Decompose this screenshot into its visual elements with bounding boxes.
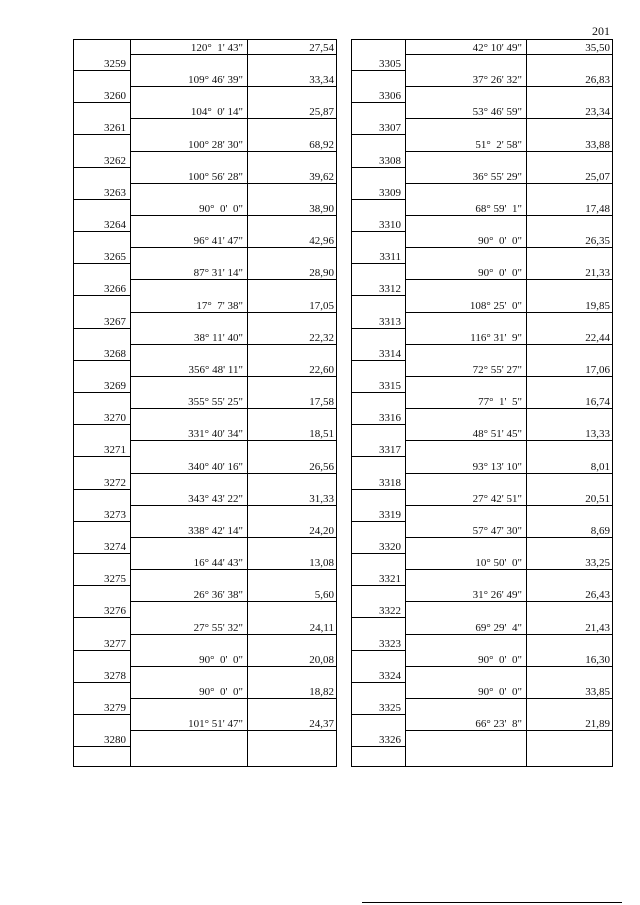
value-row-line <box>405 634 612 635</box>
value-row-line <box>130 183 336 184</box>
value-row-line <box>130 666 336 667</box>
value-row-line <box>405 312 612 313</box>
bearing-angle: 100° 56' 28" <box>188 171 243 183</box>
distance-value: 26,56 <box>309 461 334 473</box>
distance-value: 8,69 <box>590 525 610 537</box>
point-id: 3266 <box>104 283 126 295</box>
value-row-line <box>405 151 612 152</box>
value-row-line <box>405 440 612 441</box>
point-id: 3325 <box>379 702 401 714</box>
point-id: 3270 <box>104 412 126 424</box>
bearing-angle: 77° 1' 5" <box>478 396 522 408</box>
page-number: 201 <box>592 24 610 38</box>
point-id: 3278 <box>104 670 126 682</box>
id-row-line <box>352 167 405 168</box>
point-id: 3279 <box>104 702 126 714</box>
point-id: 3280 <box>104 734 126 746</box>
distance-value: 24,37 <box>309 718 334 730</box>
value-row-line <box>130 279 336 280</box>
distance-value: 22,44 <box>585 332 610 344</box>
point-id: 3320 <box>379 541 401 553</box>
point-id: 3273 <box>104 509 126 521</box>
point-id: 3265 <box>104 251 126 263</box>
point-id: 3272 <box>104 477 126 489</box>
distance-value: 33,34 <box>309 74 334 86</box>
bearing-angle: 109° 46' 39" <box>188 74 243 86</box>
value-row-line <box>130 86 336 87</box>
distance-value: 18,51 <box>309 428 334 440</box>
bearing-angle: 108° 25' 0" <box>469 300 522 312</box>
id-row-line <box>74 553 130 554</box>
distance-value: 21,89 <box>585 718 610 730</box>
id-row-line <box>74 199 130 200</box>
value-row-line <box>130 344 336 345</box>
point-id: 3310 <box>379 219 401 231</box>
distance-value: 13,33 <box>585 428 610 440</box>
point-id: 3314 <box>379 348 401 360</box>
bearing-angle: 31° 26' 49" <box>472 589 522 601</box>
id-row-line <box>352 295 405 296</box>
value-row-line <box>130 312 336 313</box>
point-id: 3306 <box>379 90 401 102</box>
id-row-line <box>74 424 130 425</box>
point-id: 3276 <box>104 605 126 617</box>
bearing-angle: 90° 0' 0" <box>478 686 522 698</box>
value-row-line <box>405 118 612 119</box>
bearing-angle: 90° 0' 0" <box>478 235 522 247</box>
distance-value: 17,58 <box>309 396 334 408</box>
distance-value: 39,62 <box>309 171 334 183</box>
value-row-line <box>405 183 612 184</box>
bearing-angle: 93° 13' 10" <box>472 461 522 473</box>
point-id: 3311 <box>379 251 401 263</box>
point-id: 3269 <box>104 380 126 392</box>
bearing-angle: 10° 50' 0" <box>475 557 522 569</box>
distance-value: 21,43 <box>585 622 610 634</box>
point-id: 3322 <box>379 605 401 617</box>
point-id: 3275 <box>104 573 126 585</box>
distance-value: 24,20 <box>309 525 334 537</box>
value-row-line <box>405 54 612 55</box>
distance-value: 26,43 <box>585 589 610 601</box>
bearing-angle: 57° 47' 30" <box>472 525 522 537</box>
id-row-line <box>352 456 405 457</box>
distance-value: 16,30 <box>585 654 610 666</box>
point-id: 3318 <box>379 477 401 489</box>
point-id: 3315 <box>379 380 401 392</box>
bearing-angle: 356° 48' 11" <box>188 364 243 376</box>
distance-value: 33,88 <box>585 139 610 151</box>
point-id: 3321 <box>379 573 401 585</box>
distance-value: 20,08 <box>309 654 334 666</box>
value-row-line <box>405 666 612 667</box>
value-row-line <box>405 473 612 474</box>
point-id: 3267 <box>104 316 126 328</box>
id-row-line <box>74 392 130 393</box>
distance-value: 13,08 <box>309 557 334 569</box>
distance-value: 16,74 <box>585 396 610 408</box>
point-id: 3324 <box>379 670 401 682</box>
value-row-line <box>405 247 612 248</box>
id-row-line <box>74 134 130 135</box>
point-id: 3271 <box>104 444 126 456</box>
distance-value: 23,34 <box>585 106 610 118</box>
distance-value: 18,82 <box>309 686 334 698</box>
distance-value: 5,60 <box>314 589 334 601</box>
bearing-angle: 27° 55' 32" <box>193 622 243 634</box>
id-row-line <box>74 295 130 296</box>
bearing-angle: 343° 43' 22" <box>188 493 243 505</box>
id-row-line <box>352 650 405 651</box>
distance-value: 26,83 <box>585 74 610 86</box>
bearing-angle: 16° 44' 43" <box>193 557 243 569</box>
bearing-angle: 53° 46' 59" <box>472 106 522 118</box>
bearing-angle: 42° 10' 49" <box>472 42 522 54</box>
bearing-angle: 120° 1' 43" <box>190 42 243 54</box>
id-row-line <box>352 134 405 135</box>
bearing-angle: 90° 0' 0" <box>199 654 243 666</box>
distance-value: 24,11 <box>309 622 334 634</box>
id-row-line <box>352 714 405 715</box>
value-row-line <box>130 440 336 441</box>
point-id: 3264 <box>104 219 126 231</box>
point-id: 3261 <box>104 122 126 134</box>
point-id: 3277 <box>104 638 126 650</box>
value-row-line <box>130 247 336 248</box>
id-row-line <box>352 328 405 329</box>
id-row-line <box>74 521 130 522</box>
value-row-line <box>405 537 612 538</box>
bearing-angle: 90° 0' 0" <box>199 203 243 215</box>
id-row-line <box>352 617 405 618</box>
value-row-line <box>130 151 336 152</box>
point-id: 3262 <box>104 155 126 167</box>
value-row-line <box>130 408 336 409</box>
point-id: 3308 <box>379 155 401 167</box>
value-row-line <box>405 730 612 731</box>
point-id: 3305 <box>379 58 401 70</box>
distance-value: 68,92 <box>309 139 334 151</box>
distance-value: 20,51 <box>585 493 610 505</box>
distance-value: 25,87 <box>309 106 334 118</box>
value-row-line <box>405 215 612 216</box>
bearing-angle: 27° 42' 51" <box>472 493 522 505</box>
id-row-line <box>352 360 405 361</box>
distance-value: 33,85 <box>585 686 610 698</box>
bearing-angle: 100° 28' 30" <box>188 139 243 151</box>
value-row-line <box>130 698 336 699</box>
distance-value: 27,54 <box>309 42 334 54</box>
point-id: 3312 <box>379 283 401 295</box>
value-row-line <box>130 730 336 731</box>
distance-value: 28,90 <box>309 267 334 279</box>
point-id: 3268 <box>104 348 126 360</box>
id-row-line <box>74 231 130 232</box>
bearing-angle: 69° 29' 4" <box>475 622 522 634</box>
bearing-angle: 36° 55' 29" <box>472 171 522 183</box>
id-row-line <box>352 585 405 586</box>
id-row-line <box>74 682 130 683</box>
id-row-line <box>352 70 405 71</box>
bearing-angle: 90° 0' 0" <box>478 267 522 279</box>
id-row-line <box>74 617 130 618</box>
value-row-line <box>130 215 336 216</box>
distance-value: 26,35 <box>585 235 610 247</box>
distance-value: 35,50 <box>585 42 610 54</box>
bearing-angle: 338° 42' 14" <box>188 525 243 537</box>
bearing-angle: 68° 59' 1" <box>475 203 522 215</box>
value-row-line <box>405 344 612 345</box>
distance-value: 8,01 <box>590 461 610 473</box>
distance-value: 21,33 <box>585 267 610 279</box>
value-row-line <box>405 279 612 280</box>
bearing-angle: 37° 26' 32" <box>472 74 522 86</box>
id-row-line <box>74 585 130 586</box>
id-row-line <box>352 521 405 522</box>
distance-value: 17,06 <box>585 364 610 376</box>
id-row-line <box>352 682 405 683</box>
left-coordinate-table <box>73 39 337 767</box>
bearing-angle: 66° 23' 8" <box>475 718 522 730</box>
value-row-line <box>130 601 336 602</box>
value-row-line <box>405 86 612 87</box>
distance-value: 31,33 <box>309 493 334 505</box>
footer-rule <box>362 902 622 903</box>
id-row-line <box>74 456 130 457</box>
distance-value: 42,96 <box>309 235 334 247</box>
bearing-angle: 90° 0' 0" <box>478 654 522 666</box>
bearing-angle: 355° 55' 25" <box>188 396 243 408</box>
id-row-line <box>352 199 405 200</box>
bearing-angle: 87° 31' 14" <box>193 267 243 279</box>
point-id: 3263 <box>104 187 126 199</box>
value-row-line <box>405 569 612 570</box>
id-row-line <box>352 102 405 103</box>
value-row-line <box>130 376 336 377</box>
distance-value: 22,60 <box>309 364 334 376</box>
value-row-line <box>130 569 336 570</box>
distance-value: 19,85 <box>585 300 610 312</box>
bearing-angle: 38° 11' 40" <box>194 332 243 344</box>
bearing-angle: 17° 7' 38" <box>196 300 243 312</box>
value-row-line <box>405 408 612 409</box>
id-row-line <box>352 392 405 393</box>
id-row-line <box>352 553 405 554</box>
point-id: 3319 <box>379 509 401 521</box>
bearing-angle: 90° 0' 0" <box>199 686 243 698</box>
point-id: 3309 <box>379 187 401 199</box>
value-row-line <box>130 118 336 119</box>
point-id: 3274 <box>104 541 126 553</box>
bearing-angle: 26° 36' 38" <box>193 589 243 601</box>
point-id: 3260 <box>104 90 126 102</box>
value-row-line <box>405 505 612 506</box>
id-row-line <box>352 263 405 264</box>
right-coordinate-table <box>351 39 613 767</box>
id-row-line <box>74 263 130 264</box>
bearing-angle: 331° 40' 34" <box>188 428 243 440</box>
id-row-line <box>74 746 130 747</box>
value-row-line <box>130 505 336 506</box>
id-row-line <box>74 70 130 71</box>
distance-value: 38,90 <box>309 203 334 215</box>
bearing-angle: 51° 2' 58" <box>475 139 522 151</box>
value-row-line <box>405 601 612 602</box>
id-row-line <box>352 231 405 232</box>
id-row-line <box>352 424 405 425</box>
bearing-angle: 48° 51' 45" <box>472 428 522 440</box>
point-id: 3313 <box>379 316 401 328</box>
value-row-line <box>130 54 336 55</box>
distance-value: 22,32 <box>309 332 334 344</box>
id-row-line <box>352 489 405 490</box>
bearing-angle: 101° 51' 47" <box>188 718 243 730</box>
value-row-line <box>130 537 336 538</box>
value-row-line <box>405 698 612 699</box>
distance-value: 17,05 <box>309 300 334 312</box>
id-row-line <box>74 360 130 361</box>
point-id: 3307 <box>379 122 401 134</box>
point-id: 3316 <box>379 412 401 424</box>
distance-value: 33,25 <box>585 557 610 569</box>
distance-value: 17,48 <box>585 203 610 215</box>
bearing-angle: 340° 40' 16" <box>188 461 243 473</box>
value-row-line <box>130 473 336 474</box>
id-row-line <box>74 714 130 715</box>
value-row-line <box>130 634 336 635</box>
value-row-line <box>405 376 612 377</box>
distance-value: 25,07 <box>585 171 610 183</box>
id-row-line <box>352 746 405 747</box>
point-id: 3317 <box>379 444 401 456</box>
bearing-angle: 116° 31' 9" <box>470 332 522 344</box>
id-row-line <box>74 650 130 651</box>
id-row-line <box>74 328 130 329</box>
bearing-angle: 72° 55' 27" <box>472 364 522 376</box>
id-row-line <box>74 489 130 490</box>
id-row-line <box>74 167 130 168</box>
bearing-angle: 104° 0' 14" <box>190 106 243 118</box>
id-row-line <box>74 102 130 103</box>
bearing-angle: 96° 41' 47" <box>193 235 243 247</box>
point-id: 3326 <box>379 734 401 746</box>
point-id: 3323 <box>379 638 401 650</box>
point-id: 3259 <box>104 58 126 70</box>
